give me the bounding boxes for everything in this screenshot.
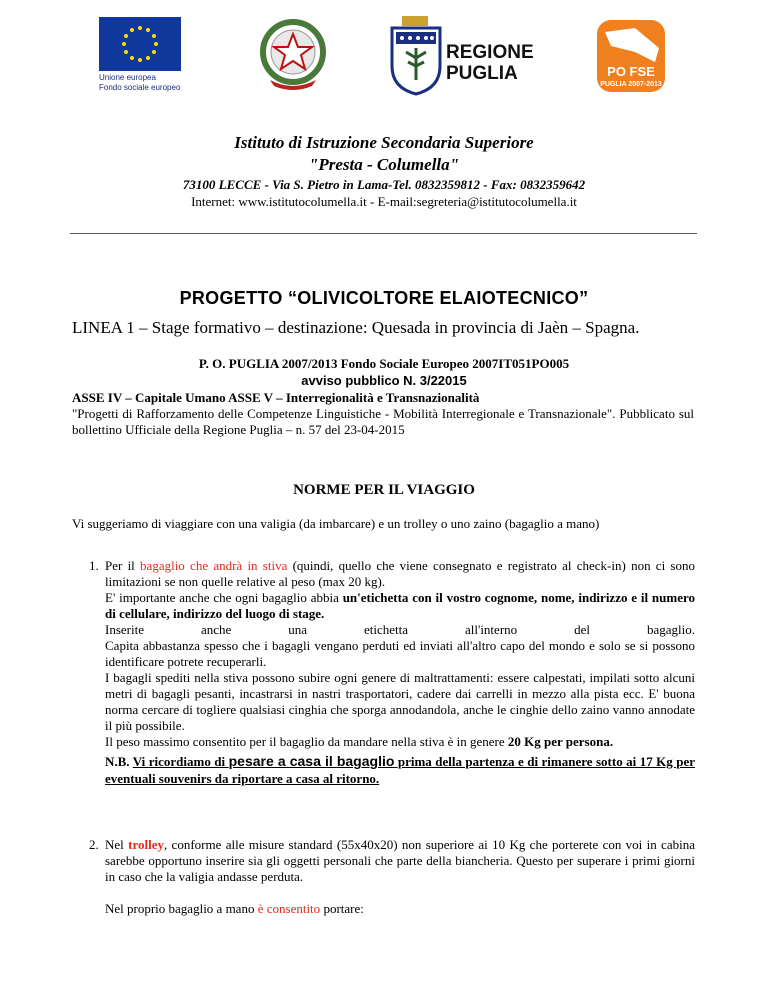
item1-para-c: Inserite anche una etichetta all'interno del bagaglio.	[105, 622, 695, 637]
section-intro: Vi suggeriamo di viaggiare con una valigia (da imbarcare) e un trolley o uno zaino (bagaglio a mano)	[72, 516, 600, 531]
item2-para-a: Nel trolley, conforme alle misure standard (55x40x20) non superiore ai 10 Kg che porterete con voi in cabina sarebbe opportuno inserire sia gli oggetti personali che parte della biancheria. Questo per superare i primi giorni in caso che la valigia andasse perduta.	[105, 837, 695, 884]
item1-para-e: I bagagli spediti nella stiva possono subire ogni genere di maltrattamenti: essere calpestati, impilati sotto alcuni metri di bagagli pesanti, incastrarsi in nastri trasportatori, cadere dai carrelli in mezzo alla pista ecc. E' buona norma cercare di togliere qualsiasi cinghia che sporga annodandola, anche le cinghie dello zaino vanno annodate il più possibile.	[105, 670, 695, 733]
header-divider	[70, 233, 697, 234]
school-name: Istituto di Istruzione Secondaria Superiore	[234, 133, 534, 152]
item2-para-b: Nel proprio bagaglio a mano è consentito portare:	[105, 901, 364, 916]
project-title: PROGETTO “OLIVICOLTORE ELAIOTECNICO”	[179, 288, 589, 308]
bold-text: un'etichetta con il vostro cognome, nome, indirizzo e il numero di cellulare, indirizzo del luogo di stage.	[105, 590, 695, 621]
item1-para-a: Per il bagaglio che andrà in stiva (quindi, quello che viene consegnato e registrato al check-in) non ci sono limitazioni se non quelle relative al peso (max 20 kg).	[105, 558, 695, 589]
item1-para-d: Capita abbastanza spesso che i bagagli vengano perduti ed inviati all'altro capo del mondo e solo se si possono identificare potrete recuperarli.	[105, 638, 695, 669]
item1-para-f: Il peso massimo consentito per il bagaglio da mandare nella stiva è in genere 20 Kg per persona.	[105, 734, 614, 749]
project-linea: LINEA 1 – Stage formativo – destinazione: Quesada in provincia di Jaèn – Spagna.	[72, 318, 640, 337]
pofse-subtext: PUGLIA 2007-2013	[600, 81, 662, 88]
regione-puglia-wordmark	[446, 42, 534, 84]
school-name-2: "Presta - Columella"	[308, 155, 460, 174]
highlight-text: trolley	[128, 837, 164, 852]
pofse-text: PO FSE	[607, 64, 655, 79]
section-title: NORME PER IL VIAGGIO	[293, 482, 475, 498]
highlight-text: bagaglio che andrà in stiva	[140, 558, 288, 573]
bold-text: 20 Kg per persona.	[507, 734, 614, 749]
item-number: 2.	[89, 837, 99, 852]
school-contacts: Internet: www.istitutocolumella.it - E-mail:segreteria@istitutocolumella.it	[191, 194, 577, 209]
italian-republic-emblem	[252, 14, 334, 92]
project-asse: ASSE IV – Capitale Umano ASSE V – Interregionalità e Transnazionalità	[72, 390, 480, 405]
project-po: P. O. PUGLIA 2007/2013 Fondo Sociale Europeo 2007IT051PO005	[198, 356, 570, 371]
school-address: 73100 LECCE - Via S. Pietro in Lama-Tel. 0832359812 - Fax: 0832359642	[182, 177, 586, 192]
eu-flag-logo	[99, 17, 181, 71]
puglia-line: PUGLIA	[446, 63, 518, 84]
po-fse-logo	[595, 18, 667, 94]
eu-caption	[99, 73, 189, 93]
list-item-2	[72, 837, 695, 917]
project-description: "Progetti di Rafforzamento delle Competenze Linguistiche - Mobilità Interregionale e Transnazionale". Pubblicato sul bollettino Ufficiale della Regione Puglia – n. 57 del 23-04-2015	[72, 406, 694, 437]
item1-para-b: E' importante anche che ogni bagaglio abbia un'etichetta con il vostro cognome, nome, indirizzo e il numero di cellulare, indirizzo del luogo di stage.	[105, 590, 695, 621]
highlight-text: è consentito	[257, 901, 321, 916]
regione-line: REGIONE	[446, 42, 534, 63]
eu-caption-line2: Fondo sociale europeo	[99, 83, 181, 92]
item-number: 1.	[89, 558, 99, 573]
list-item-1	[72, 558, 695, 787]
eu-caption-line1: Unione europea	[99, 73, 156, 82]
project-avviso: avviso pubblico N. 3/22015	[301, 373, 467, 388]
item1-nota-bene: N.B. Vi ricordiamo di pesare a casa il bagaglio prima della partenza e di rimanere sotto ai 17 Kg per eventuali souvenirs da riportare a casa al ritorno.	[105, 753, 696, 786]
